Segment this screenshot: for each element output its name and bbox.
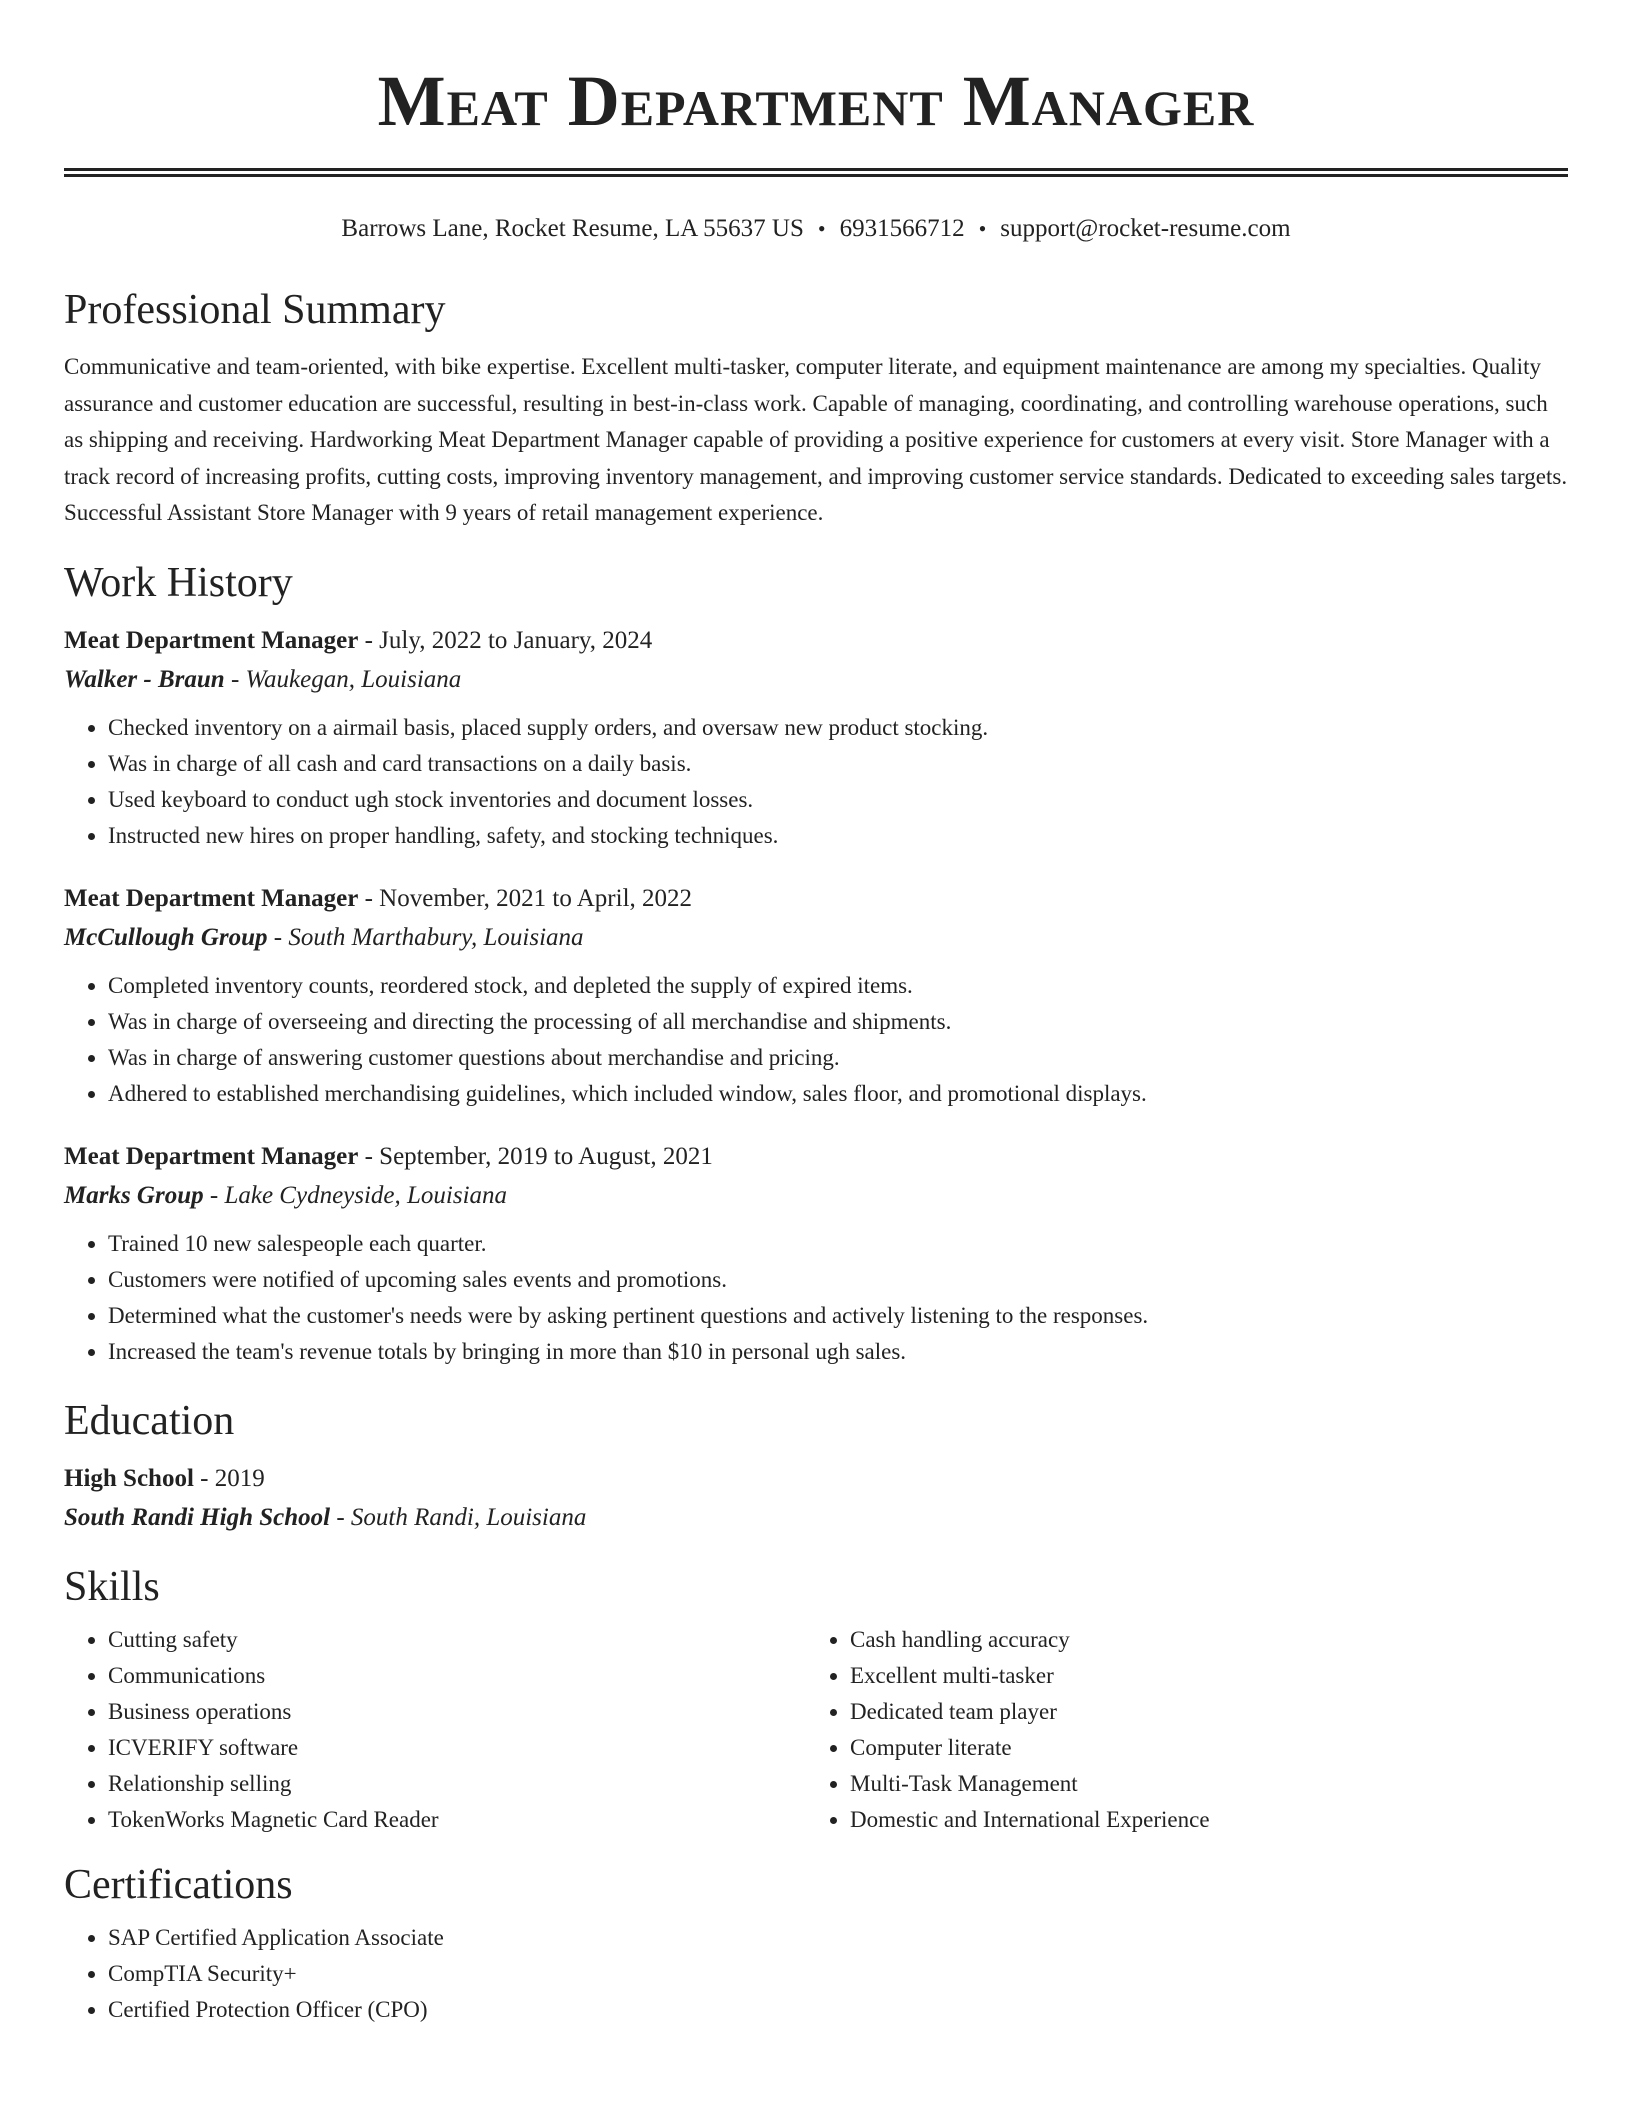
- job-bullets: [64, 1226, 1568, 1370]
- job-bullet: • Was in charge of all cash and card transactions on a daily basis.: [108, 746, 1568, 782]
- contact-line: [64, 213, 1568, 245]
- contact-phone: 6931566712: [839, 215, 965, 242]
- skill-item: • ICVERIFY software: [108, 1730, 806, 1766]
- job-location: - South Marthabury, Louisiana: [267, 923, 584, 951]
- skill-item: • Computer literate: [850, 1730, 1568, 1766]
- education-school: South Randi High School: [64, 1503, 331, 1531]
- contact-separator: •: [978, 216, 987, 241]
- job-bullet: • Was in charge of answering customer questions about merchandise and pricing.: [108, 1040, 1568, 1076]
- education-location: - South Randi, Louisiana: [330, 1503, 587, 1531]
- job-entry: [64, 1138, 1568, 1370]
- certification-item: • Certified Protection Officer (CPO): [108, 1992, 1568, 2028]
- job-location: - Lake Cydneyside, Louisiana: [203, 1181, 508, 1209]
- job-employer: Walker - Braun: [64, 665, 225, 693]
- job-role: Meat Department Manager: [64, 884, 359, 912]
- job-role: Meat Department Manager: [64, 1142, 359, 1170]
- job-bullet: • Checked inventory on a airmail basis, placed supply orders, and oversaw new product stocking.: [108, 710, 1568, 746]
- job-employer-line: [64, 660, 1568, 700]
- skill-item: • Domestic and International Experience: [850, 1802, 1568, 1838]
- job-employer-line: [64, 918, 1568, 958]
- header-divider: [64, 168, 1568, 177]
- skill-item: • Multi-Task Management: [850, 1766, 1568, 1802]
- skill-item: • Cutting safety: [108, 1622, 806, 1658]
- education-school-line: [64, 1498, 1568, 1538]
- summary-heading: Professional Summary: [64, 287, 446, 333]
- summary-text: Communicative and team-oriented, with bike expertise. Excellent multi-tasker, computer literate, and equipment maintenance are among my specialties. Quality assurance and customer education are successful, resulting in best-in-class work. Capable of managing, coordinating, and controlling warehouse operations, such as shipping and receiving. Hardworking Meat Department Manager capable of providing a positive experience for customers at every visit. Store Manager with a track record of increasing profits, cutting costs, improving inventory management, and improving customer service standards. Dedicated to exceeding sales targets. Successful Assistant Store Manager with 9 years of retail management experience.: [64, 354, 1568, 525]
- job-role: Meat Department Manager: [64, 626, 359, 654]
- job-employer: Marks Group: [64, 1181, 204, 1209]
- education-heading: Education: [64, 1397, 235, 1444]
- job-bullet: • Completed inventory counts, reordered stock, and depleted the supply of expired items.: [108, 968, 1568, 1004]
- education-year: - 2019: [193, 1464, 265, 1492]
- job-bullets: [64, 968, 1568, 1112]
- contact-address: Barrows Lane, Rocket Resume, LA 55637 US: [341, 215, 804, 242]
- certifications-heading: Certifications: [64, 1861, 293, 1908]
- job-bullet: • Used keyboard to conduct ugh stock inventories and document losses.: [108, 782, 1568, 818]
- job-bullet: • Customers were notified of upcoming sales events and promotions.: [108, 1262, 1568, 1298]
- skill-item: • Dedicated team player: [850, 1694, 1568, 1730]
- job-title-line: [64, 880, 1568, 918]
- job-bullet: • Adhered to established merchandising guidelines, which included window, sales floor, and promotional displays.: [108, 1076, 1568, 1112]
- certification-item: • CompTIA Security+: [108, 1956, 1568, 1992]
- education-degree: High School: [64, 1464, 194, 1492]
- skill-item: • TokenWorks Magnetic Card Reader: [108, 1802, 806, 1838]
- skills-columns: [64, 1622, 1568, 1838]
- skill-item: • Excellent multi-tasker: [850, 1658, 1568, 1694]
- job-title-line: [64, 622, 1568, 660]
- job-title-line: [64, 1138, 1568, 1176]
- skill-item: • Cash handling accuracy: [850, 1622, 1568, 1658]
- education-entry: [64, 1460, 1568, 1538]
- skills-list-left: [64, 1622, 806, 1838]
- skills-list-right: [806, 1622, 1568, 1838]
- job-employer: McCullough Group: [64, 923, 268, 951]
- job-dates: - September, 2019 to August, 2021: [358, 1142, 713, 1170]
- job-bullet: • Determined what the customer's needs were by asking pertinent questions and actively listening to the responses.: [108, 1298, 1568, 1334]
- job-entry: [64, 880, 1568, 1112]
- job-employer-line: [64, 1176, 1568, 1216]
- certification-item: • SAP Certified Application Associate: [108, 1920, 1568, 1956]
- skill-item: • Relationship selling: [108, 1766, 806, 1802]
- skills-heading: Skills: [64, 1563, 160, 1610]
- job-bullets: [64, 710, 1568, 854]
- resume-name: Meat Department Manager: [377, 61, 1255, 141]
- contact-separator: •: [817, 216, 826, 241]
- job-entry: [64, 622, 1568, 854]
- job-bullet: • Instructed new hires on proper handling, safety, and stocking techniques.: [108, 818, 1568, 854]
- skill-item: • Communications: [108, 1658, 806, 1694]
- skill-item: • Business operations: [108, 1694, 806, 1730]
- job-location: - Waukegan, Louisiana: [224, 665, 462, 693]
- job-bullet: • Increased the team's revenue totals by bringing in more than $10 in personal ugh sales.: [108, 1334, 1568, 1370]
- certifications-list: [64, 1920, 1568, 2028]
- work-history-heading: Work History: [64, 559, 293, 606]
- education-degree-line: [64, 1460, 1568, 1498]
- job-dates: - November, 2021 to April, 2022: [358, 884, 693, 912]
- job-bullet: • Was in charge of overseeing and directing the processing of all merchandise and shipments.: [108, 1004, 1568, 1040]
- job-dates: - July, 2022 to January, 2024: [358, 626, 653, 654]
- job-bullet: • Trained 10 new salespeople each quarter.: [108, 1226, 1568, 1262]
- contact-email: support@rocket-resume.com: [1000, 215, 1291, 242]
